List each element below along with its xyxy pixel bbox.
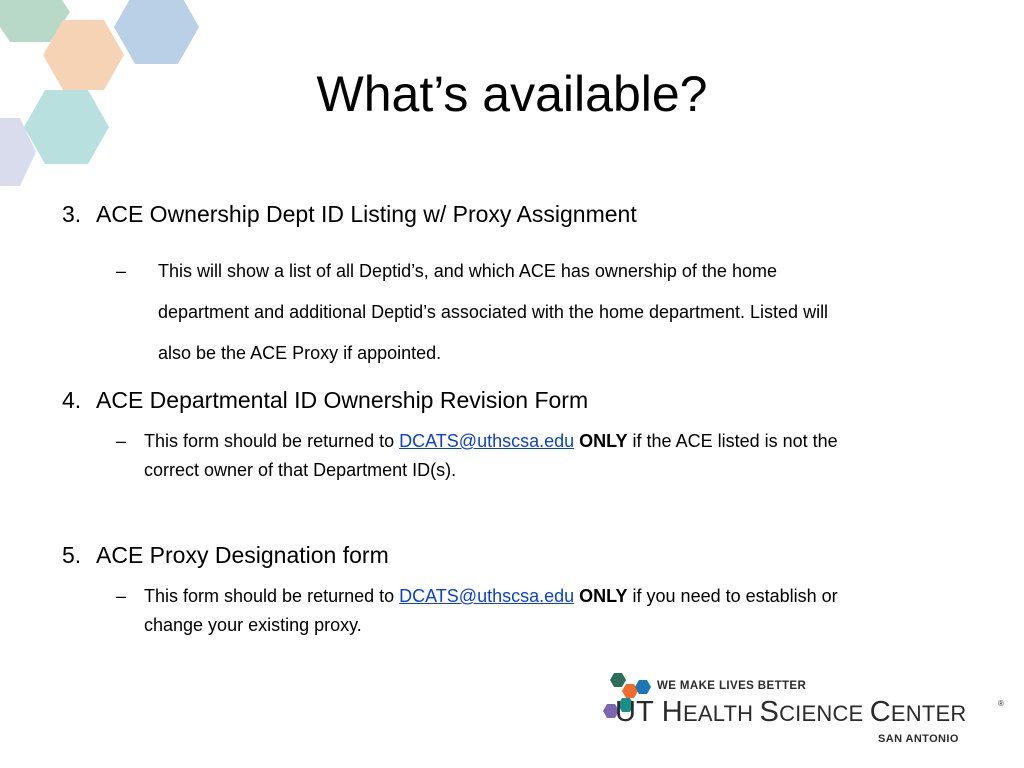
list-item-5 (62, 541, 389, 569)
item-number: 5. (62, 542, 82, 568)
text-line (144, 427, 964, 456)
hexagon-blue (114, 0, 199, 64)
item-heading: ACE Ownership Dept ID Listing w/ Proxy Assignment (96, 201, 637, 227)
ut-health-logo (600, 670, 1010, 750)
sub-bullet-text (144, 582, 964, 640)
text-post: if you need to establish or (627, 586, 838, 606)
text-line: correct owner of that Department ID(s). (144, 460, 457, 480)
text-line: This will show a list of all Deptid’s, and which ACE has ownership of the home (158, 261, 777, 281)
logo-hex-green (610, 673, 626, 687)
logo-smallcaps: ENTER (890, 701, 967, 726)
registered-mark: ® (998, 699, 1004, 708)
logo-initial: S (759, 696, 780, 728)
emphasis-only: ONLY (579, 586, 628, 606)
sub-bullet-text (158, 251, 978, 374)
logo-name (615, 696, 966, 729)
text-line: change your existing proxy. (144, 615, 362, 635)
text-line: also be the ACE Proxy if appointed. (158, 343, 442, 363)
logo-location: SAN ANTONIO (878, 733, 959, 745)
item-heading: ACE Departmental ID Ownership Revision Form (96, 387, 589, 413)
logo-ut: UT (615, 696, 662, 728)
list-item-3 (62, 200, 637, 228)
text-post: if the ACE listed is not the (627, 431, 838, 451)
text-line: department and additional Deptid’s associated with the home department. Listed will (158, 302, 829, 322)
list-item-4 (62, 386, 588, 414)
logo-initial: C (869, 696, 891, 728)
item-number: 3. (62, 201, 82, 227)
email-link[interactable]: DCATS@uthscsa.edu (399, 431, 575, 451)
slide-title: What’s available? (316, 66, 708, 122)
bullet-dash: – (116, 261, 127, 281)
logo-initial: H (661, 696, 683, 728)
logo-tagline: WE MAKE LIVES BETTER (657, 680, 807, 692)
text-pre: This form should be returned to (144, 586, 400, 606)
email-link[interactable]: DCATS@uthscsa.edu (399, 586, 575, 606)
text-pre: This form should be returned to (144, 431, 400, 451)
item-number: 4. (62, 387, 82, 413)
bullet-dash: – (116, 431, 127, 451)
logo-smallcaps: CIENCE (779, 701, 870, 726)
bullet-dash: – (116, 586, 127, 606)
emphasis-only: ONLY (579, 431, 628, 451)
item-heading: ACE Proxy Designation form (96, 542, 389, 568)
text-line (144, 582, 964, 611)
logo-smallcaps: EALTH (682, 701, 760, 726)
sub-bullet-text (144, 427, 964, 485)
